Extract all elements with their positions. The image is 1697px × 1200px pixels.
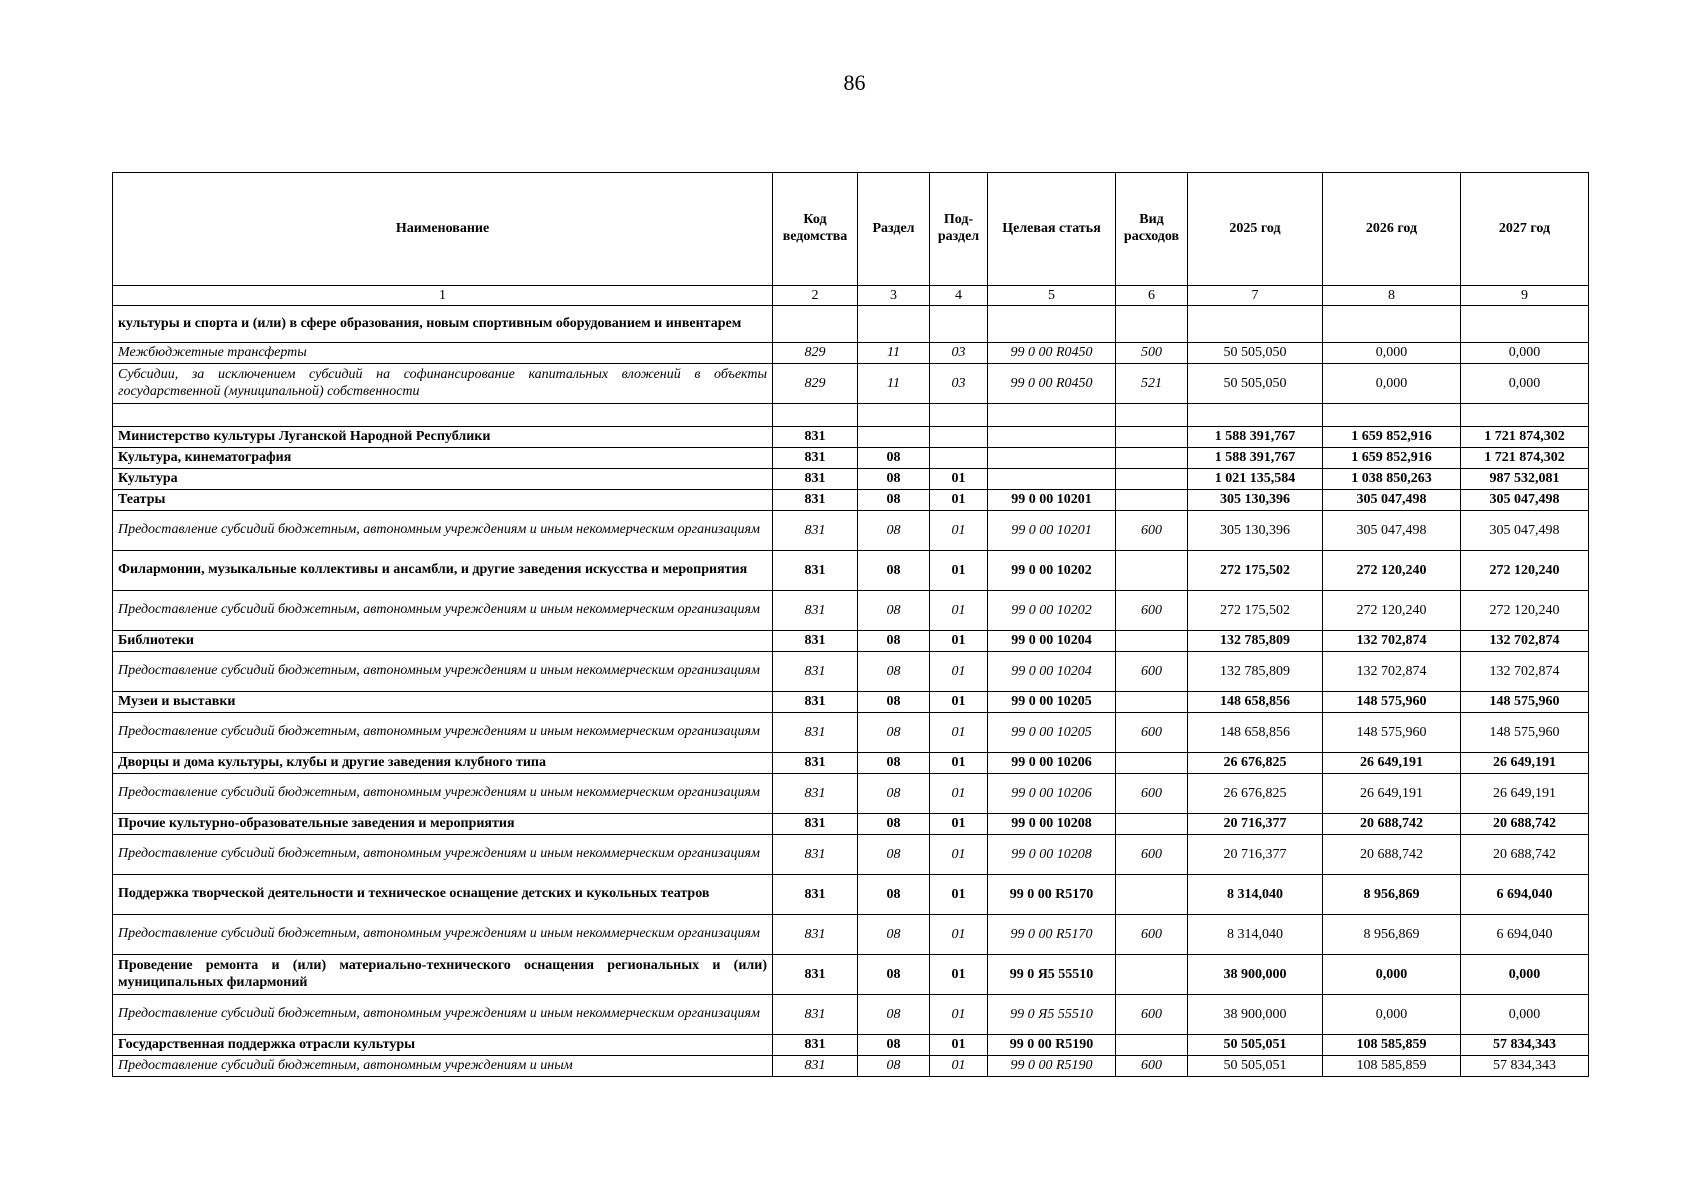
- cell-section: 08: [858, 995, 930, 1035]
- cell-2025: 50 505,051: [1188, 1035, 1323, 1056]
- cell-expense-type: [1116, 692, 1188, 713]
- cell-2026: 0,000: [1323, 343, 1461, 364]
- cell-2025: 8 314,040: [1188, 875, 1323, 915]
- table-row: [113, 511, 1589, 551]
- table-body: [113, 306, 1589, 1077]
- column-number: 5: [988, 286, 1116, 306]
- cell-section: 08: [858, 652, 930, 692]
- cell-target-item: 99 0 00 10204: [988, 652, 1116, 692]
- cell-subsection: 01: [930, 774, 988, 814]
- cell-target-item: [988, 469, 1116, 490]
- header-2026: 2026 год: [1323, 173, 1461, 286]
- cell-expense-type: [1116, 427, 1188, 448]
- cell-target-item: 99 0 Я5 55510: [988, 995, 1116, 1035]
- cell-subsection: 01: [930, 915, 988, 955]
- cell-expense-type: 521: [1116, 364, 1188, 404]
- table-header: [113, 173, 1589, 306]
- table-row: [113, 774, 1589, 814]
- cell-2025: 26 676,825: [1188, 753, 1323, 774]
- cell-name: Предоставление субсидий бюджетным, автономным учреждениям и иным: [113, 1056, 773, 1077]
- cell-2027: 305 047,498: [1461, 490, 1589, 511]
- cell-target-item: [988, 306, 1116, 343]
- cell-target-item: 99 0 00 10202: [988, 591, 1116, 631]
- cell-2027: 20 688,742: [1461, 814, 1589, 835]
- cell-2025: 50 505,051: [1188, 1056, 1323, 1077]
- cell-target-item: 99 0 00 R0450: [988, 343, 1116, 364]
- cell-subsection: [930, 427, 988, 448]
- cell-2025: 38 900,000: [1188, 955, 1323, 995]
- cell-2027: 0,000: [1461, 995, 1589, 1035]
- table-row: [113, 448, 1589, 469]
- cell-section: 08: [858, 814, 930, 835]
- cell-expense-type: [1116, 551, 1188, 591]
- cell-expense-type: 600: [1116, 915, 1188, 955]
- cell-agency-code: 831: [773, 1035, 858, 1056]
- cell-subsection: [930, 448, 988, 469]
- cell-2027: 1 721 874,302: [1461, 448, 1589, 469]
- cell-2027: 1 721 874,302: [1461, 427, 1589, 448]
- cell-subsection: 01: [930, 835, 988, 875]
- cell-subsection: 01: [930, 631, 988, 652]
- table-row: [113, 915, 1589, 955]
- cell-target-item: 99 0 Я5 55510: [988, 955, 1116, 995]
- cell-section: 08: [858, 955, 930, 995]
- cell-section: 08: [858, 448, 930, 469]
- cell-target-item: [988, 404, 1116, 427]
- cell-subsection: 03: [930, 343, 988, 364]
- cell-expense-type: [1116, 448, 1188, 469]
- cell-agency-code: 831: [773, 448, 858, 469]
- cell-section: 08: [858, 631, 930, 652]
- cell-target-item: 99 0 00 R5170: [988, 915, 1116, 955]
- cell-agency-code: 831: [773, 1056, 858, 1077]
- cell-2027: 0,000: [1461, 955, 1589, 995]
- cell-expense-type: [1116, 469, 1188, 490]
- cell-expense-type: 600: [1116, 835, 1188, 875]
- header-2025: 2025 год: [1188, 173, 1323, 286]
- cell-expense-type: [1116, 753, 1188, 774]
- cell-2027: 0,000: [1461, 364, 1589, 404]
- cell-subsection: 01: [930, 511, 988, 551]
- cell-agency-code: 831: [773, 511, 858, 551]
- cell-2026: 1 659 852,916: [1323, 448, 1461, 469]
- cell-name: Предоставление субсидий бюджетным, автономным учреждениям и иным некоммерческим организациям: [113, 995, 773, 1035]
- cell-name: Предоставление субсидий бюджетным, автономным учреждениям и иным некоммерческим организациям: [113, 511, 773, 551]
- cell-name: Предоставление субсидий бюджетным, автономным учреждениям и иным некоммерческим организациям: [113, 652, 773, 692]
- cell-2026: 1 659 852,916: [1323, 427, 1461, 448]
- cell-subsection: 01: [930, 875, 988, 915]
- cell-agency-code: 831: [773, 814, 858, 835]
- cell-agency-code: 831: [773, 591, 858, 631]
- cell-target-item: [988, 448, 1116, 469]
- cell-2027: 26 649,191: [1461, 753, 1589, 774]
- cell-expense-type: 600: [1116, 652, 1188, 692]
- cell-section: 08: [858, 551, 930, 591]
- cell-2026: 272 120,240: [1323, 551, 1461, 591]
- cell-subsection: 01: [930, 995, 988, 1035]
- cell-agency-code: 831: [773, 995, 858, 1035]
- cell-2026: 108 585,859: [1323, 1035, 1461, 1056]
- cell-name: Предоставление субсидий бюджетным, автономным учреждениям и иным некоммерческим организациям: [113, 835, 773, 875]
- cell-name: Министерство культуры Луганской Народной Республики: [113, 427, 773, 448]
- cell-agency-code: 831: [773, 427, 858, 448]
- cell-section: 08: [858, 713, 930, 753]
- column-number: 8: [1323, 286, 1461, 306]
- cell-2025: 272 175,502: [1188, 551, 1323, 591]
- table-row: [113, 343, 1589, 364]
- column-number: 3: [858, 286, 930, 306]
- cell-2026: 132 702,874: [1323, 652, 1461, 692]
- cell-subsection: 01: [930, 1035, 988, 1056]
- cell-section: 08: [858, 490, 930, 511]
- cell-name: Прочие культурно-образовательные заведения и мероприятия: [113, 814, 773, 835]
- cell-2026: 0,000: [1323, 364, 1461, 404]
- cell-agency-code: 831: [773, 652, 858, 692]
- cell-subsection: 01: [930, 591, 988, 631]
- cell-2026: 132 702,874: [1323, 631, 1461, 652]
- header-target-item: Целевая статья: [988, 173, 1116, 286]
- cell-section: 08: [858, 1035, 930, 1056]
- table-row: [113, 713, 1589, 753]
- header-section: Раздел: [858, 173, 930, 286]
- cell-2027: 57 834,343: [1461, 1035, 1589, 1056]
- cell-subsection: 01: [930, 551, 988, 591]
- cell-2025: 50 505,050: [1188, 343, 1323, 364]
- cell-2025: 132 785,809: [1188, 652, 1323, 692]
- cell-expense-type: [1116, 1035, 1188, 1056]
- cell-section: 08: [858, 774, 930, 814]
- cell-2026: 8 956,869: [1323, 915, 1461, 955]
- column-number: 9: [1461, 286, 1589, 306]
- cell-2026: 0,000: [1323, 955, 1461, 995]
- column-number: 7: [1188, 286, 1323, 306]
- table-row: [113, 1035, 1589, 1056]
- cell-2026: 148 575,960: [1323, 713, 1461, 753]
- cell-name: Библиотеки: [113, 631, 773, 652]
- cell-target-item: 99 0 00 R5190: [988, 1056, 1116, 1077]
- cell-2027: 26 649,191: [1461, 774, 1589, 814]
- cell-target-item: 99 0 00 10201: [988, 511, 1116, 551]
- cell-agency-code: 831: [773, 915, 858, 955]
- cell-subsection: [930, 306, 988, 343]
- table-row: [113, 814, 1589, 835]
- table-row: [113, 306, 1589, 343]
- cell-section: 08: [858, 835, 930, 875]
- cell-2027: 132 702,874: [1461, 652, 1589, 692]
- table-row: [113, 364, 1589, 404]
- table-row: [113, 955, 1589, 995]
- cell-expense-type: [1116, 306, 1188, 343]
- cell-2027: 6 694,040: [1461, 875, 1589, 915]
- cell-section: 11: [858, 343, 930, 364]
- cell-subsection: 01: [930, 955, 988, 995]
- cell-2027: 272 120,240: [1461, 591, 1589, 631]
- cell-subsection: 01: [930, 692, 988, 713]
- cell-section: 08: [858, 753, 930, 774]
- table-row: [113, 551, 1589, 591]
- cell-subsection: 03: [930, 364, 988, 404]
- cell-expense-type: [1116, 875, 1188, 915]
- cell-name: Предоставление субсидий бюджетным, автономным учреждениям и иным некоммерческим организациям: [113, 591, 773, 631]
- cell-2025: 1 021 135,584: [1188, 469, 1323, 490]
- cell-2025: 38 900,000: [1188, 995, 1323, 1035]
- header-name: Наименование: [113, 173, 773, 286]
- table-row: [113, 652, 1589, 692]
- cell-section: [858, 427, 930, 448]
- cell-name: Предоставление субсидий бюджетным, автономным учреждениям и иным некоммерческим организациям: [113, 774, 773, 814]
- cell-agency-code: 829: [773, 343, 858, 364]
- cell-name: Предоставление субсидий бюджетным, автономным учреждениям и иным некоммерческим организациям: [113, 915, 773, 955]
- cell-name: Предоставление субсидий бюджетным, автономным учреждениям и иным некоммерческим организациям: [113, 713, 773, 753]
- cell-expense-type: 600: [1116, 995, 1188, 1035]
- cell-2027: 132 702,874: [1461, 631, 1589, 652]
- cell-expense-type: 600: [1116, 511, 1188, 551]
- cell-2025: 305 130,396: [1188, 511, 1323, 551]
- header-agency-code: Код ведомства: [773, 173, 858, 286]
- cell-target-item: 99 0 00 10205: [988, 692, 1116, 713]
- table-row: [113, 1056, 1589, 1077]
- cell-expense-type: 500: [1116, 343, 1188, 364]
- cell-2026: 26 649,191: [1323, 774, 1461, 814]
- cell-expense-type: [1116, 631, 1188, 652]
- cell-name: Проведение ремонта и (или) материально-технического оснащения региональных и (или) муниципальных филармоний: [113, 955, 773, 995]
- table-row: [113, 753, 1589, 774]
- cell-2026: 272 120,240: [1323, 591, 1461, 631]
- cell-section: 11: [858, 364, 930, 404]
- cell-2025: 132 785,809: [1188, 631, 1323, 652]
- cell-2025: 26 676,825: [1188, 774, 1323, 814]
- cell-2026: [1323, 404, 1461, 427]
- cell-2027: 148 575,960: [1461, 713, 1589, 753]
- cell-section: 08: [858, 692, 930, 713]
- cell-expense-type: [1116, 955, 1188, 995]
- cell-target-item: 99 0 00 10202: [988, 551, 1116, 591]
- cell-2027: 987 532,081: [1461, 469, 1589, 490]
- cell-2025: 50 505,050: [1188, 364, 1323, 404]
- cell-target-item: [988, 427, 1116, 448]
- cell-subsection: 01: [930, 814, 988, 835]
- cell-2026: 148 575,960: [1323, 692, 1461, 713]
- cell-2025: 1 588 391,767: [1188, 448, 1323, 469]
- cell-agency-code: 831: [773, 469, 858, 490]
- cell-agency-code: 831: [773, 835, 858, 875]
- cell-expense-type: 600: [1116, 713, 1188, 753]
- header-subsection: Под-раздел: [930, 173, 988, 286]
- cell-subsection: [930, 404, 988, 427]
- cell-2025: 1 588 391,767: [1188, 427, 1323, 448]
- cell-agency-code: 831: [773, 490, 858, 511]
- cell-agency-code: [773, 404, 858, 427]
- table-row: [113, 692, 1589, 713]
- table-row: [113, 469, 1589, 490]
- cell-target-item: 99 0 00 10206: [988, 753, 1116, 774]
- column-number: 2: [773, 286, 858, 306]
- cell-agency-code: 831: [773, 955, 858, 995]
- table-row: [113, 427, 1589, 448]
- column-number: 4: [930, 286, 988, 306]
- column-number: 6: [1116, 286, 1188, 306]
- cell-subsection: 01: [930, 490, 988, 511]
- cell-target-item: 99 0 00 10208: [988, 814, 1116, 835]
- cell-name: Музеи и выставки: [113, 692, 773, 713]
- cell-expense-type: [1116, 490, 1188, 511]
- cell-expense-type: 600: [1116, 1056, 1188, 1077]
- cell-subsection: 01: [930, 713, 988, 753]
- header-2027: 2027 год: [1461, 173, 1589, 286]
- cell-target-item: 99 0 00 10205: [988, 713, 1116, 753]
- cell-section: 08: [858, 1056, 930, 1077]
- table-row: [113, 490, 1589, 511]
- table-row: [113, 995, 1589, 1035]
- cell-subsection: 01: [930, 753, 988, 774]
- cell-target-item: 99 0 00 10204: [988, 631, 1116, 652]
- cell-2026: 305 047,498: [1323, 490, 1461, 511]
- cell-name: Филармонии, музыкальные коллективы и ансамбли, и другие заведения искусства и мероприятия: [113, 551, 773, 591]
- cell-section: [858, 404, 930, 427]
- cell-section: 08: [858, 875, 930, 915]
- cell-name: культуры и спорта и (или) в сфере образования, новым спортивным оборудованием и инвентарем: [113, 306, 773, 343]
- cell-name: Театры: [113, 490, 773, 511]
- cell-2027: 272 120,240: [1461, 551, 1589, 591]
- cell-subsection: 01: [930, 1056, 988, 1077]
- cell-name: Дворцы и дома культуры, клубы и другие заведения клубного типа: [113, 753, 773, 774]
- budget-table: [112, 172, 1589, 1077]
- cell-expense-type: 600: [1116, 591, 1188, 631]
- cell-2026: 20 688,742: [1323, 814, 1461, 835]
- cell-2025: 148 658,856: [1188, 713, 1323, 753]
- cell-name: [113, 404, 773, 427]
- cell-2025: 305 130,396: [1188, 490, 1323, 511]
- cell-2025: 20 716,377: [1188, 814, 1323, 835]
- cell-expense-type: 600: [1116, 774, 1188, 814]
- cell-2027: [1461, 306, 1589, 343]
- cell-section: 08: [858, 591, 930, 631]
- cell-name: Субсидии, за исключением субсидий на софинансирование капитальных вложений в объекты государственной (муниципальной) собственности: [113, 364, 773, 404]
- cell-target-item: 99 0 00 10208: [988, 835, 1116, 875]
- cell-section: 08: [858, 915, 930, 955]
- table-row: [113, 631, 1589, 652]
- cell-2027: 6 694,040: [1461, 915, 1589, 955]
- cell-2025: 8 314,040: [1188, 915, 1323, 955]
- cell-expense-type: [1116, 814, 1188, 835]
- cell-2025: 148 658,856: [1188, 692, 1323, 713]
- table-row: [113, 591, 1589, 631]
- cell-agency-code: 831: [773, 875, 858, 915]
- cell-name: Поддержка творческой деятельности и техническое оснащение детских и кукольных театров: [113, 875, 773, 915]
- cell-target-item: 99 0 00 10201: [988, 490, 1116, 511]
- cell-section: [858, 306, 930, 343]
- cell-2026: 305 047,498: [1323, 511, 1461, 551]
- cell-2027: 305 047,498: [1461, 511, 1589, 551]
- cell-target-item: 99 0 00 R5170: [988, 875, 1116, 915]
- cell-agency-code: 831: [773, 692, 858, 713]
- cell-target-item: 99 0 00 R5190: [988, 1035, 1116, 1056]
- cell-2026: 26 649,191: [1323, 753, 1461, 774]
- cell-agency-code: 831: [773, 753, 858, 774]
- cell-expense-type: [1116, 404, 1188, 427]
- header-expense-type: Вид расходов: [1116, 173, 1188, 286]
- cell-name: Межбюджетные трансферты: [113, 343, 773, 364]
- cell-2027: 148 575,960: [1461, 692, 1589, 713]
- cell-agency-code: [773, 306, 858, 343]
- cell-agency-code: 831: [773, 713, 858, 753]
- cell-agency-code: 831: [773, 774, 858, 814]
- cell-2027: 0,000: [1461, 343, 1589, 364]
- cell-2027: [1461, 404, 1589, 427]
- cell-target-item: 99 0 00 R0450: [988, 364, 1116, 404]
- cell-2026: 8 956,869: [1323, 875, 1461, 915]
- cell-subsection: 01: [930, 469, 988, 490]
- cell-name: Культура: [113, 469, 773, 490]
- cell-agency-code: 831: [773, 631, 858, 652]
- cell-target-item: 99 0 00 10206: [988, 774, 1116, 814]
- column-number-row: [113, 286, 1589, 306]
- cell-name: Культура, кинематография: [113, 448, 773, 469]
- cell-2025: 20 716,377: [1188, 835, 1323, 875]
- cell-section: 08: [858, 511, 930, 551]
- cell-2026: 108 585,859: [1323, 1056, 1461, 1077]
- cell-2026: 0,000: [1323, 995, 1461, 1035]
- cell-agency-code: 831: [773, 551, 858, 591]
- table-row: [113, 835, 1589, 875]
- cell-2026: 20 688,742: [1323, 835, 1461, 875]
- cell-2027: 57 834,343: [1461, 1056, 1589, 1077]
- cell-2025: [1188, 306, 1323, 343]
- cell-2026: [1323, 306, 1461, 343]
- cell-name: Государственная поддержка отрасли культуры: [113, 1035, 773, 1056]
- table-row: [113, 404, 1589, 427]
- column-number: 1: [113, 286, 773, 306]
- cell-section: 08: [858, 469, 930, 490]
- cell-2026: 1 038 850,263: [1323, 469, 1461, 490]
- table-row: [113, 875, 1589, 915]
- cell-2027: 20 688,742: [1461, 835, 1589, 875]
- cell-subsection: 01: [930, 652, 988, 692]
- cell-2025: [1188, 404, 1323, 427]
- cell-2025: 272 175,502: [1188, 591, 1323, 631]
- header-row: [113, 173, 1589, 286]
- page-number: 86: [843, 70, 866, 95]
- cell-agency-code: 829: [773, 364, 858, 404]
